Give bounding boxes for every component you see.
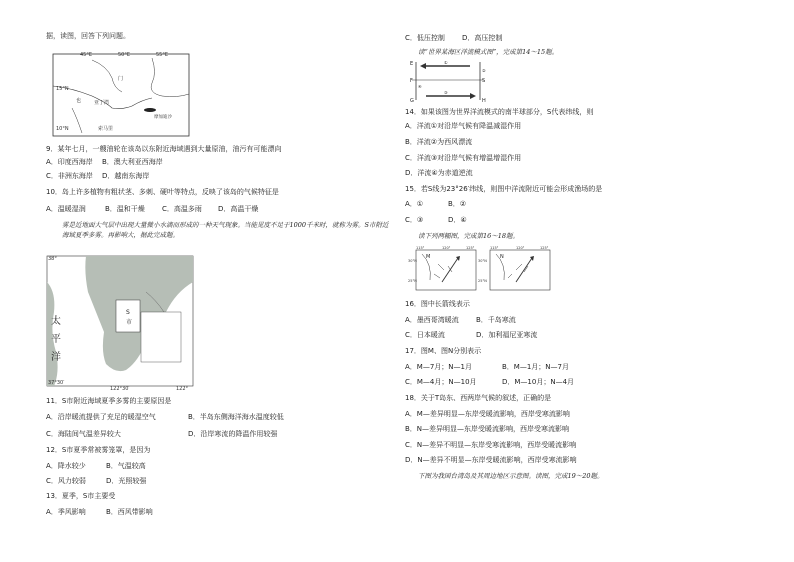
q17-option-c: C．M—4月；N—10月 xyxy=(405,378,477,386)
q11-option-d: D．沿岸寒流的降温作用较强 xyxy=(188,430,278,438)
map-gulf-of-aden xyxy=(52,48,192,138)
map2-label-shi: 市 xyxy=(126,319,133,326)
q18-option-a: A．M—差异明显—东岸受暖流影响，西岸受寒流影响 xyxy=(405,410,570,418)
q16-option-b: B．千岛寒流 xyxy=(476,316,516,324)
q17-option-d: D．M—10月；N—4月 xyxy=(502,378,575,386)
lat-label-2: 10°N xyxy=(56,126,69,132)
diagram-label-1: ① xyxy=(444,60,448,65)
q14-option-b: B．洋流②为西风漂流 xyxy=(405,138,473,146)
q17-text: 17．图M、图N分别表示 xyxy=(405,347,482,355)
fog-passage: 雾是近地面大气层中出现大量微小水滴而形成的一种天气现象。当能见度不足于1000千米时，就称为雾。S市附近海域夏季多雾。再影响大，据此完成题。 xyxy=(62,221,389,239)
q14-option-c: C．洋流③对沿岸气候有增温增湿作用 xyxy=(405,154,522,162)
q12-option-a: A．降水较少 xyxy=(46,462,86,470)
place-label-men: 门 xyxy=(118,76,124,82)
q15-option-b: B．② xyxy=(448,200,467,208)
q15-option-a: A．① xyxy=(405,200,424,208)
q12-option-c: C．风力较弱 xyxy=(46,477,86,485)
q9-option-d: D．越南东海岸 xyxy=(102,172,150,180)
q16-option-c: C．日本暖流 xyxy=(405,331,445,339)
place-label-somalia: 索马里 xyxy=(98,126,114,132)
lon-115-m: 115° xyxy=(416,246,425,250)
q9-option-c: C．非洲东海岸 xyxy=(46,172,93,180)
diagram-label-4: ④ xyxy=(418,84,422,89)
lon-115-n: 115° xyxy=(490,246,499,250)
diagram-label-3: ③ xyxy=(444,90,448,95)
map2-bottom-mid: 122°30′ xyxy=(110,386,130,392)
ocean-current-diagram xyxy=(408,58,488,104)
q13-option-d: D．高压控制 xyxy=(462,34,503,42)
lat-label-1: 15°N xyxy=(56,86,69,92)
q11-option-b: B．半岛东侧海洋海水温度较低 xyxy=(188,413,284,421)
q13-option-a: A．季风影响 xyxy=(46,508,86,516)
diagram-label-f: F xyxy=(410,78,413,84)
caption-14-15: 读“世界某海区洋流模式图”，完成第14～15题。 xyxy=(418,48,559,56)
q14-option-d: D．洋流④为赤道逆流 xyxy=(405,169,473,177)
place-label-gulf: 亚丁湾 xyxy=(94,100,110,106)
q11-option-c: C．海陆间气温差异较大 xyxy=(46,430,121,438)
lon-120-n: 120° xyxy=(516,246,525,250)
q17-option-a: A．M—7月；N—1月 xyxy=(405,363,472,371)
q15-text: 15．若S线为23°26′纬线，则图中洋流附近可能会形成渔场的是 xyxy=(405,185,603,193)
caption-16-18: 读下列两幅图，完成第16～18题。 xyxy=(418,232,520,240)
q13-option-c: C．低压控制 xyxy=(405,34,445,42)
q16-text: 16．图中长箭线表示 xyxy=(405,300,470,308)
diagram-label-s: S xyxy=(482,78,486,84)
lon-125-m: 125° xyxy=(466,246,475,250)
q11-option-a: A．沿岸暖流提供了充足的暖湿空气 xyxy=(46,413,156,421)
q12-text: 12．S市夏季常被雾笼罩，是因为 xyxy=(46,446,151,454)
map-m-label: M xyxy=(426,254,431,260)
lon-120-m: 120° xyxy=(442,246,451,250)
q10-text: 10．岛上许多植物有粗状茎、多刺、硬叶等特点，反映了该岛的气候特征是 xyxy=(46,188,279,196)
q10-option-d: D．高温干燥 xyxy=(218,205,259,213)
q16-option-a: A．墨西哥湾暖流 xyxy=(405,316,459,324)
lat-30-m: 30°N xyxy=(408,259,417,263)
map-n-label: N xyxy=(500,254,504,260)
q9-text: 9．某年七月，一艘油轮在该岛以东附近海域遇到大量原油，油污有可能漂向 xyxy=(46,145,282,153)
q18-text: 18．关于T岛东、西两岸气候的叙述，正确的是 xyxy=(405,394,552,402)
q15-option-d: D．④ xyxy=(448,216,467,224)
q16-option-d: D．加利福尼亚寒流 xyxy=(476,331,538,339)
q18-option-c: C．N—差异不明显—东岸受寒流影响，西岸受暖流影响 xyxy=(405,441,577,449)
maps-m-n xyxy=(408,244,556,294)
map2-lat-top: 38° xyxy=(48,256,57,262)
q12-option-b: B．气温较高 xyxy=(106,462,146,470)
q17-option-b: B．M—1月；N—7月 xyxy=(502,363,569,371)
diagram-label-e: E xyxy=(410,61,414,67)
q9-option-b: B．澳大利亚西海岸 xyxy=(102,158,163,166)
place-label-small: 也 xyxy=(76,98,82,104)
diagram-label-h: H xyxy=(482,98,486,104)
lat-25-m: 25°N xyxy=(408,279,417,283)
lat-25-n: 25°N xyxy=(478,279,487,283)
diagram-label-g: G xyxy=(410,98,414,104)
map-s-city xyxy=(46,252,196,392)
q10-option-b: B．温和干燥 xyxy=(105,205,145,213)
map2-label-tai: 太 xyxy=(51,316,61,327)
caption-19-20: 下图为我国台湾岛及其周边地区示意图。读图，完成19～20题。 xyxy=(418,472,604,480)
map2-bottom-left: 37°30′ xyxy=(48,380,65,386)
q12-option-d: D．光照较强 xyxy=(106,477,147,485)
q15-option-c: C．③ xyxy=(405,216,424,224)
lon-label-2: 50°E xyxy=(118,52,131,58)
q18-option-d: D．N—差异不明显—东岸受暖流影响，西岸受寒流影响 xyxy=(405,456,577,464)
lon-125-n: 125° xyxy=(540,246,549,250)
q10-option-a: A．温暖湿润 xyxy=(46,205,86,213)
q11-text: 11．S市附近海域夏季多雾的主要原因是 xyxy=(46,397,172,405)
lon-label-1: 45°E xyxy=(80,52,93,58)
q13-option-b: B．西风带影响 xyxy=(106,508,153,516)
map2-label-s: S xyxy=(126,309,130,316)
map2-bottom-right: 122° xyxy=(176,386,189,392)
map2-label-ping: 平 xyxy=(51,334,61,345)
q13-text: 13．夏季，S市主要受 xyxy=(46,492,116,500)
q14-text: 14．如果该图为世界洋流模式的南半球部分，S代表纬线，则 xyxy=(405,108,594,116)
q14-option-a: A．洋流①对沿岸气候有降温减湿作用 xyxy=(405,122,522,130)
lon-label-3: 55°E xyxy=(156,52,169,58)
lat-30-n: 30°N xyxy=(478,259,487,263)
place-label-socotra: 摩加迪沙 xyxy=(154,115,172,120)
intro-text: 据，读图，回答下列问题。 xyxy=(46,32,130,40)
diagram-label-2: ② xyxy=(482,68,486,73)
q10-option-c: C．高温多雨 xyxy=(162,205,202,213)
map2-label-yang: 洋 xyxy=(51,352,61,363)
q9-option-a: A．印度西海岸 xyxy=(46,158,93,166)
q18-option-b: B．N—差异明显—东岸受暖流影响，西岸受寒流影响 xyxy=(405,425,570,433)
